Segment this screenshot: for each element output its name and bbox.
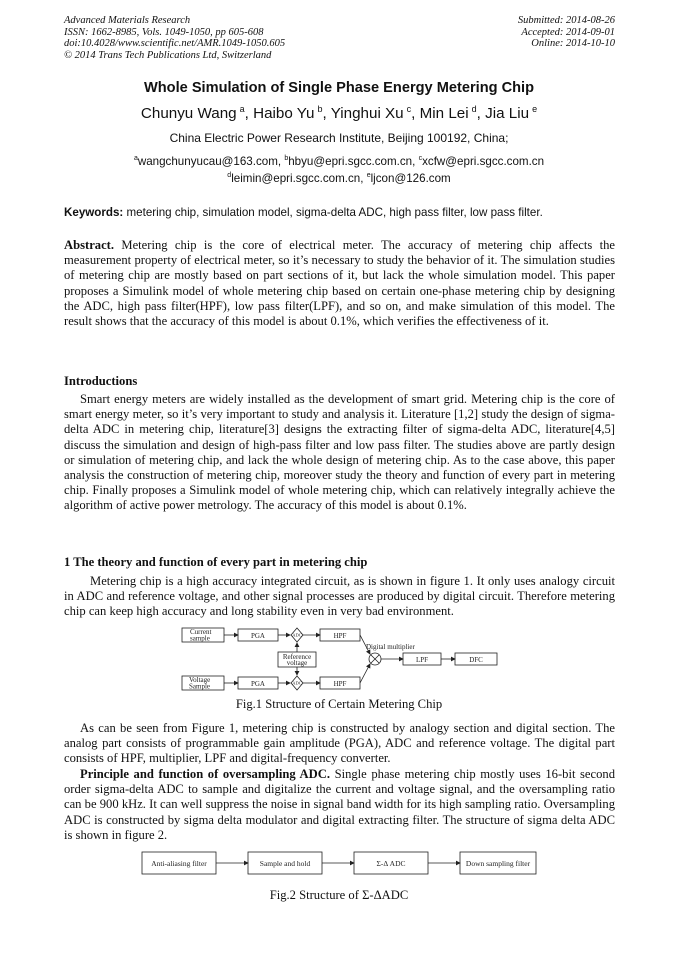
current-sample-label: Current xyxy=(190,628,212,636)
keywords-text: metering chip, simulation model, sigma-delta ADC, high pass filter, low pass filter. xyxy=(126,206,543,219)
introductions-text: Smart energy meters are widely installed as the development of smart grid. Metering chip is the core of smart energy meter, so it’s very important to study and analysis it. Literature [1,2] study the design of sigma-delta ADC in metering chip, literature[3] designs the extracting filter of sigma-delta ADC, literature[4,5] discuss the simulation and design of high-pass filter and low pass filter. The studies above are partly design or simulation of metering chip, and lack the whole design of metering chip. As to the case above, this paper analysis the construction of metering chip, moreover study the theory and function of every part in metering chip. Finally proposes a Simulink model of whole metering chip, which can relatively integrally achieve the algorithm of active power metrology. The accuracy of this model is about 0.1%. xyxy=(64,392,615,513)
hpf-label-bottom: HPF xyxy=(333,680,347,688)
dates-header xyxy=(518,15,615,50)
journal-header xyxy=(64,15,285,61)
section1-para2: As can be seen from Figure 1, metering chip is constructed by analogy section and digital section. The analog part consists of programmable gain amplitude (PGA), ADC and reference voltage. The digital part consists of HPF, multiplier, LPF and digital-frequency converter. xyxy=(64,721,615,766)
antialias-label: Anti-aliasing filter xyxy=(151,859,207,868)
affiliation: China Electric Power Research Institute, Beijing 100192, China; xyxy=(169,131,509,145)
pga-label-top: PGA xyxy=(250,632,266,640)
author-list: Chunyu Wang $^a$, Haibo Yu $^b$, Yinghui Xu $^c$, Min Lei $^d$, Jia Liu $^e$ xyxy=(140,104,538,122)
author: Jia Liu $^e$ xyxy=(485,104,538,122)
lpf-label: LPF xyxy=(415,656,429,664)
doi-line: doi:10.4028/www.scientific.net/AMR.1049-1050.605 xyxy=(64,38,286,49)
sigma-delta-adc-label: Σ-Δ ADC xyxy=(376,859,406,868)
email: $^b$hbyu@epri.sgcc.com.cn xyxy=(284,155,413,168)
keywords-label: Keywords: xyxy=(64,206,124,219)
section1-para1: Metering chip is a high accuracy integrated circuit, as is shown in figure 1. It only uses analogy circuit in ADC and reference voltage, and other signal processes are produced by digital circuit. Therefore metering chip can keep high accuracy and long stability even in very bad environment. xyxy=(64,574,615,619)
svg-text:voltage: voltage xyxy=(286,659,308,667)
email: $^a$wangchunyucau@163.com xyxy=(133,155,278,168)
email-list: $^a$wangchunyucau@163.com, $^b$hbyu@epri.sgcc.com.cn, $^c$xcfw@epri.sgcc.com.cn $^d$leimin@epri.sgcc.com.cn, $^e$ljcon@126.com xyxy=(133,155,545,185)
figure1-caption: Fig.1 Structure of Certain Metering Chip xyxy=(235,697,443,711)
adc-label-bottom: ADC xyxy=(292,680,302,686)
paper-title: Whole Simulation of Single Phase Energy Metering Chip xyxy=(143,80,535,96)
abstract-text: Metering chip is the core of electrical meter. The accuracy of metering chip affects the measurement property of electrical meter, so it’s necessary to study the behavior of it. The simulation studies of metering chip are mostly based on part sections of it, but lack the whole simulation model. This paper proposes a Simulink model of whole metering chip based on certain one-phase metering chip by designing the ADC, high pass filter(HPF), low pass filter(LPF), and so on, and make simulation of this model. The result shows that the accuracy of this model is about 0.1%, which verifies the effectiveness of it. xyxy=(64,238,615,329)
abstract xyxy=(64,238,615,329)
author: Chunyu Wang $^a$ xyxy=(140,104,245,122)
email: $^c$xcfw@epri.sgcc.com.cn xyxy=(418,155,545,168)
figure2-caption: Fig.2 Structure of Σ-ΔADC xyxy=(269,888,409,902)
dfc-label: DFC xyxy=(469,656,483,664)
section1-heading: 1 The theory and function of every part in metering chip xyxy=(64,555,368,569)
voltage-sample-label: Voltage xyxy=(189,676,211,684)
issn-line: ISSN: 1662-8985, Vols. 1049-1050, pp 605-608 xyxy=(64,26,264,38)
multiplier-label: Digital multiplier xyxy=(366,643,415,651)
figure2-diagram xyxy=(140,850,540,878)
author: Yinghui Xu $^c$ xyxy=(330,104,412,122)
para3-label: Principle and function of oversampling ADC. xyxy=(80,767,330,781)
author: Haibo Yu $^b$ xyxy=(253,104,323,122)
hpf-label-top: HPF xyxy=(333,632,347,640)
svg-text:sample: sample xyxy=(190,634,210,643)
adc-label-top: ADC xyxy=(292,632,302,638)
svg-text:Sample: Sample xyxy=(189,682,210,691)
copyright-line: © 2014 Trans Tech Publications Ltd, Switzerland xyxy=(64,49,272,61)
author: Min Lei $^d$ xyxy=(419,104,477,122)
para3-text: Single phase metering chip mostly uses 16-bit second order sigma-delta ADC to sample and digitalize the current and voltage signal, and the oversampling ratio can be 900 kHz. It can well suppress the noise in signal band width for its high sampling ratio. Oversampling ADC is constructed by sigma delta modulator and digital extracting filter. The structure of sigma delta ADC is shown in figure 2. xyxy=(64,767,616,842)
email: $^e$ljcon@126.com xyxy=(366,172,451,185)
abstract-label: Abstract. xyxy=(64,238,115,252)
down-sampling-label: Down sampling filter xyxy=(465,859,531,868)
figure1-diagram xyxy=(170,623,510,695)
online-date: Online: 2014-10-10 xyxy=(531,38,615,49)
email: $^d$leimin@epri.sgcc.com.cn xyxy=(227,172,361,185)
keywords xyxy=(64,206,624,219)
accepted-date: Accepted: 2014-09-01 xyxy=(521,26,615,38)
submitted-date: Submitted: 2014-08-26 xyxy=(517,15,615,26)
section1-para3 xyxy=(64,767,615,843)
introductions-heading: Introductions xyxy=(64,374,138,388)
reference-voltage-label: Reference xyxy=(282,653,312,661)
journal-name: Advanced Materials Research xyxy=(64,15,191,26)
pga-label-bottom: PGA xyxy=(250,680,266,688)
sample-hold-label: Sample and hold xyxy=(259,859,311,868)
